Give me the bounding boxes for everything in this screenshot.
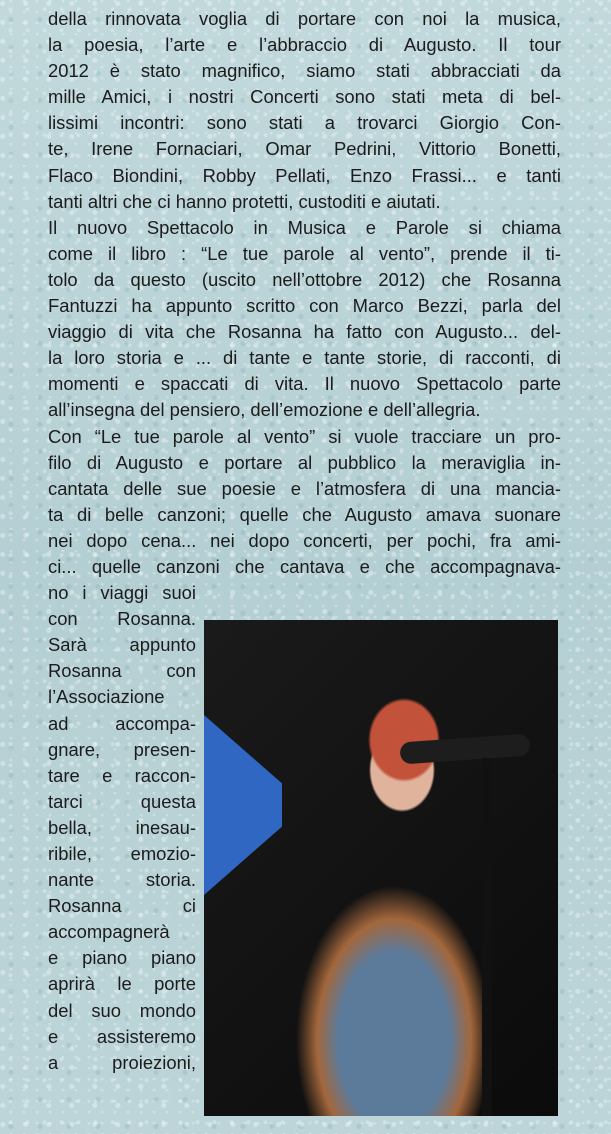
narrow-line-11: ribile, emozio- [48,843,196,864]
narrow-line-6: ad accompa- [48,712,196,734]
narrow-line-3: Sarà appunto [48,634,196,656]
narrow-line-4: Rosanna con [48,660,196,682]
text-line-15: momenti e spaccati di vita. Il nuovo Spettacolo parte [48,373,561,395]
text-line-3: 2012 è stato magnifico, siamo stati abbracciati da [48,60,561,82]
text-line-18: filo di Augusto e portare al pubblico la meraviglia in- [48,451,561,473]
narrow-line-2: con Rosanna. [48,608,196,630]
narrow-line-17: del suo mondo [48,999,196,1021]
text-line-11: tolo da questo (uscito nell’ottobre 2012) che Rosanna [48,268,561,290]
text-line-6: te, Irene Fornaciari, Omar Pedrini, Vittorio Bonetti, [48,138,561,160]
narrow-line-18: e assisteremo [48,1025,196,1047]
microphone-stand [482,758,492,1116]
narrow-line-13: Rosanna ci [48,895,196,917]
text-line-12: Fantuzzi ha appunto scritto con Marco Bezzi, parla del [48,295,561,317]
narrow-line-16: aprirà le porte [48,973,196,995]
text-line-2: la poesia, l’arte e l’abbraccio di Augusto. Il tour [48,34,561,56]
text-line-14: la loro storia e ... di tante e tante storie, di racconti, di [48,347,561,369]
narrow-line-15: e piano piano [48,947,196,969]
text-line-16: all’insegna del pensiero, dell’emozione e dell’allegria. [48,399,481,421]
narrow-line-9: tarci questa [48,790,196,812]
text-line-20: ta di belle canzoni; quelle che Augusto amava suonare [48,503,561,525]
text-line-8: tanti altri che ci hanno protetti, custoditi e aiutati. [48,190,441,212]
narrow-line-1: no i viaggi suoi [48,582,196,604]
text-line-13: viaggio di vita che Rosanna ha fatto con Augusto... del- [48,321,561,343]
narrow-line-5: l’Associazione [48,686,165,708]
text-line-10: come il libro : “Le tue parole al vento”, prende il ti- [48,242,561,264]
text-line-7: Flaco Biondini, Robby Pellati, Enzo Frassi... e tanti [48,164,561,186]
text-line-22: ci... quelle canzoni che cantava e che accompagnava- [48,555,561,577]
text-line-19: cantata delle sue poesie e l’atmosfera di una mancia- [48,477,561,499]
text-line-1: della rinnovata voglia di portare con noi la musica, [48,8,561,29]
text-line-5: lissimi incontri: sono stati a trovarci Giorgio Con- [48,112,561,134]
narrow-line-19: a proiezioni, [48,1051,196,1073]
text-line-9: Il nuovo Spettacolo in Musica e Parole si chiama [48,216,561,238]
narrow-line-10: bella, inesau- [48,816,196,838]
narrow-line-14: accompagnerà [48,921,170,943]
singer-photo [204,620,558,1116]
text-line-4: mille Amici, i nostri Concerti sono stati meta di bel- [48,86,561,108]
stage-light-shape [204,715,282,895]
text-line-17: Con “Le tue parole al vento” si vuole tracciare un pro- [48,425,561,447]
narrow-line-12: nante storia. [48,869,196,891]
microphone-icon [399,733,530,764]
text-line-21: nei dopo cena... nei dopo concerti, per pochi, fra ami- [48,529,561,551]
narrow-line-7: gnare, presen- [48,738,196,760]
narrow-line-8: tare e raccon- [48,764,196,786]
